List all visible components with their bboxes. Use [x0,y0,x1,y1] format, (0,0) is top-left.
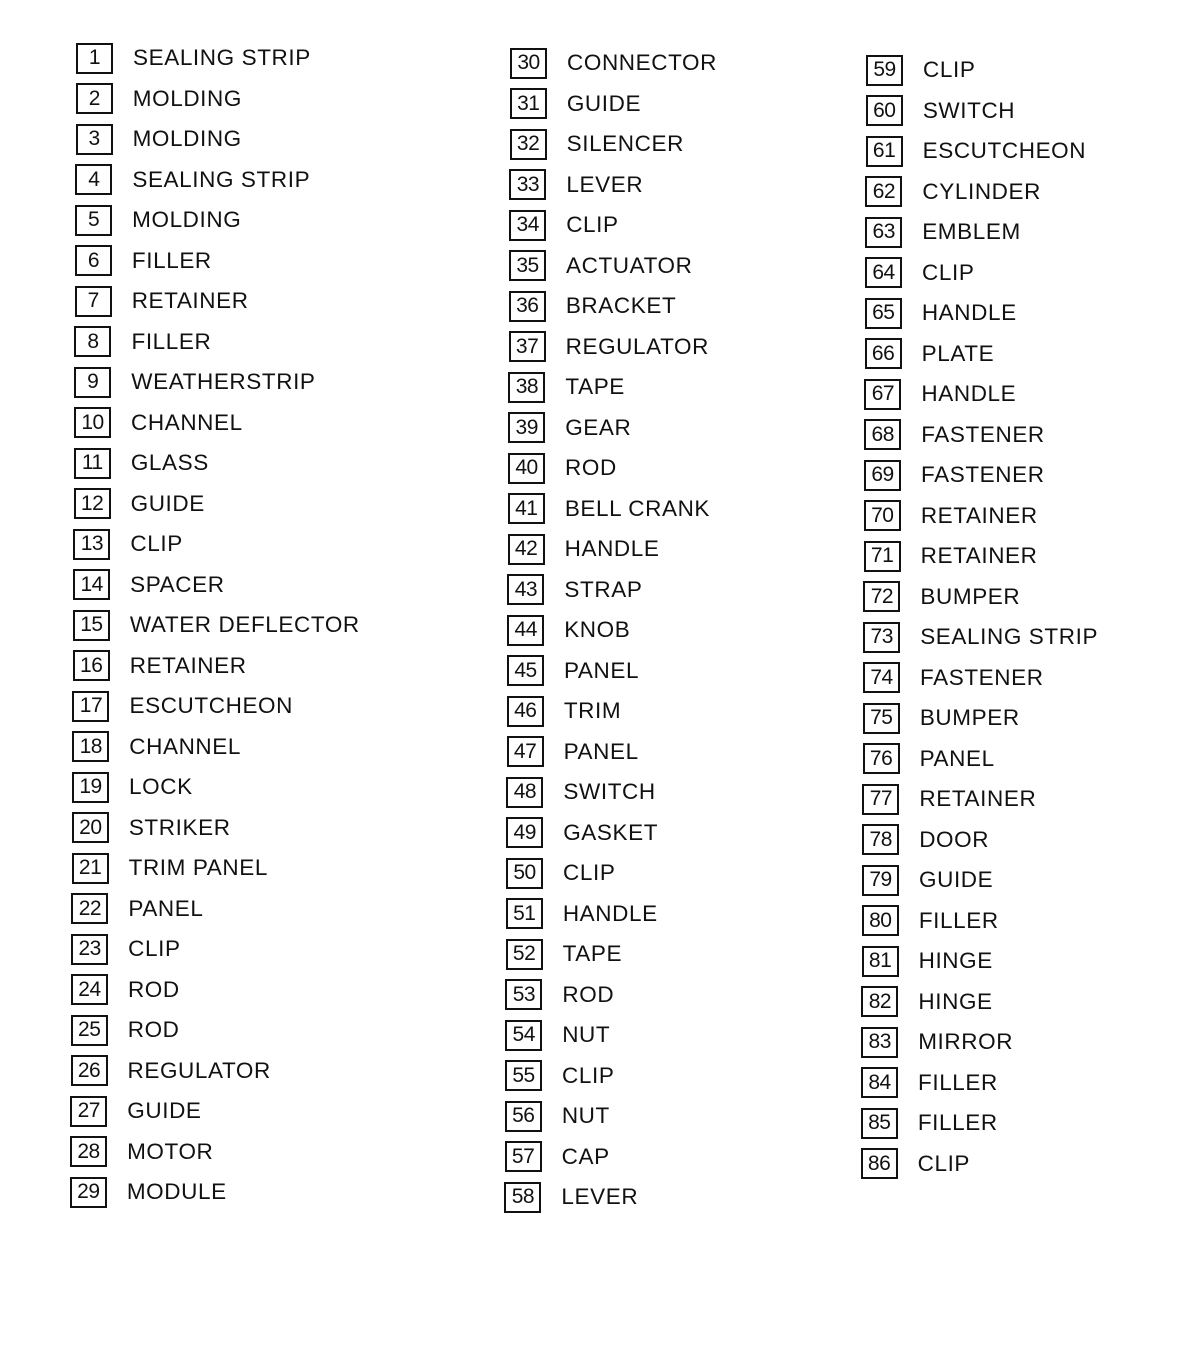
legend-row [864,374,1200,415]
part-number-box: 26 [71,1055,108,1086]
part-number-box: 71 [864,541,901,572]
legend-row [74,403,454,444]
part-number-box: 40 [508,453,545,484]
legend-row [72,686,452,727]
legend-row [510,84,890,125]
part-name: SEALING STRIP [132,166,311,192]
part-number-box: 22 [71,893,108,924]
part-name: NUT [561,1103,610,1129]
part-number-box: 1 [76,43,113,74]
legend-row [74,484,454,525]
part-name: GASKET [563,819,659,845]
part-name: CYLINDER [922,178,1041,204]
legend-row [509,327,889,368]
legend-row [75,200,455,241]
part-number-box: 32 [510,129,547,160]
part-name: HINGE [918,948,993,974]
legend-row [509,165,889,206]
legend-row [73,646,453,687]
part-name: HANDLE [564,536,660,562]
legend-row [866,131,1200,172]
part-name: MOLDING [132,207,242,233]
part-name: NUT [562,1022,611,1048]
part-number-box: 73 [863,622,900,653]
part-number-box: 72 [863,581,900,612]
part-number-box: 3 [76,124,113,155]
legend-row [74,362,454,403]
legend-row [75,241,455,282]
part-name: GUIDE [127,1098,202,1124]
part-number-box: 80 [862,905,899,936]
legend-row [510,124,890,165]
legend-row [862,860,1200,901]
legend-row [72,848,452,889]
legend-row [74,322,454,363]
legend-row [75,160,455,201]
part-name: CLIP [130,531,183,557]
part-number-box: 21 [72,853,109,884]
part-number-box: 27 [70,1096,107,1127]
part-number-box: 9 [74,367,111,398]
part-name: SEALING STRIP [133,45,311,71]
legend-row [862,901,1200,942]
legend-row [861,1144,1200,1185]
part-number-box: 54 [505,1020,542,1051]
legend-row [508,367,888,408]
part-name: ROD [562,981,615,1007]
part-number-box: 76 [863,743,900,774]
part-number-box: 18 [72,731,109,762]
part-name: STRIKER [128,814,231,840]
part-number-box: 55 [505,1060,542,1091]
legend-row [505,1096,885,1137]
part-name: FASTENER [921,462,1045,488]
legend-row [506,813,886,854]
legend-row [865,293,1200,334]
legend-row [861,982,1200,1023]
part-name: RETAINER [131,288,249,314]
part-number-box: 62 [865,176,902,207]
part-number-box: 25 [71,1015,108,1046]
part-number-box: 35 [509,250,546,281]
part-name: ROD [127,1017,180,1043]
part-number-box: 86 [861,1148,898,1179]
legend-row [507,732,887,773]
legend-column-1 [76,38,456,1213]
part-name: GUIDE [130,490,205,516]
part-name: MIRROR [918,1029,1014,1055]
part-name: CHANNEL [131,409,243,435]
legend-row [865,253,1200,294]
part-number-box: 78 [862,824,899,855]
part-name: MODULE [126,1179,227,1205]
legend-row [505,1137,885,1178]
legend-row [509,286,889,327]
legend-row [71,889,451,930]
part-name: SWITCH [922,97,1016,123]
part-number-box: 59 [866,55,903,86]
part-number-box: 28 [70,1136,107,1167]
part-number-box: 70 [864,500,901,531]
legend-row [509,246,889,287]
part-name: FASTENER [921,421,1045,447]
part-number-box: 47 [507,736,544,767]
part-number-box: 67 [864,379,901,410]
part-number-box: 69 [864,460,901,491]
part-number-box: 10 [74,407,111,438]
legend-row [864,536,1200,577]
legend-row [70,1091,450,1132]
part-number-box: 65 [865,298,902,329]
part-name: MOTOR [127,1138,214,1164]
legend-row [861,1063,1200,1104]
legend-row [863,698,1200,739]
part-name: RETAINER [919,786,1037,812]
part-name: LOCK [129,774,193,800]
part-number-box: 29 [70,1177,107,1208]
part-name: MOLDING [132,126,242,152]
part-name: PLATE [921,340,995,366]
part-number-box: 30 [510,48,547,79]
part-name: CLIP [128,936,181,962]
part-number-box: 51 [506,898,543,929]
part-number-box: 8 [74,326,111,357]
part-name: ROD [127,976,180,1002]
part-number-box: 53 [505,979,542,1010]
legend-row [76,38,456,79]
part-number-box: 14 [73,569,110,600]
legend-row [862,820,1200,861]
part-name: RETAINER [920,543,1038,569]
part-number-box: 56 [505,1101,542,1132]
part-number-box: 15 [73,610,110,641]
legend-row [72,767,452,808]
part-number-box: 4 [75,164,112,195]
part-name: STRAP [564,576,643,602]
part-name: ESCUTCHEON [922,138,1087,164]
legend-row [864,455,1200,496]
part-number-box: 84 [861,1067,898,1098]
part-name: HANDLE [562,900,658,926]
legend-row [70,1132,450,1173]
legend-row [73,565,453,606]
legend-column-3 [866,50,1200,1184]
part-name: SWITCH [563,779,656,805]
part-name: CLIP [566,212,619,238]
legend-row [508,408,888,449]
legend-row [506,934,886,975]
part-number-box: 33 [509,169,546,200]
part-name: BUMPER [920,583,1021,609]
part-name: EMBLEM [922,219,1021,245]
part-name: CLIP [922,259,975,285]
part-number-box: 83 [861,1027,898,1058]
part-number-box: 85 [861,1108,898,1139]
legend-row [71,970,451,1011]
part-number-box: 17 [72,691,109,722]
part-name: ESCUTCHEON [129,693,293,719]
part-name: CLIP [917,1150,971,1176]
legend-row [508,448,888,489]
part-number-box: 64 [865,257,902,288]
part-number-box: 34 [509,210,546,241]
part-number-box: 44 [507,615,544,646]
part-number-box: 46 [507,696,544,727]
legend-row [71,1010,451,1051]
part-name: WATER DEFLECTOR [129,612,360,638]
legend-row [75,281,455,322]
part-number-box: 49 [506,817,543,848]
part-name: REGULATOR [565,333,709,359]
legend-row [865,172,1200,213]
legend-column-2 [510,43,890,1218]
part-name: SILENCER [566,131,684,157]
part-name: TAPE [562,941,623,967]
legend-row [508,529,888,570]
legend-row [71,929,451,970]
part-number-box: 7 [75,286,112,317]
part-name: PANEL [563,738,639,764]
part-name: TRIM [563,698,622,724]
legend-row [504,1177,884,1218]
part-name: LEVER [566,171,644,197]
part-name: FASTENER [920,664,1044,690]
part-number-box: 61 [866,136,903,167]
part-name: CONNECTOR [567,50,717,76]
part-name: DOOR [919,826,990,852]
part-number-box: 38 [508,372,545,403]
legend-row [863,577,1200,618]
legend-row [72,808,452,849]
part-number-box: 57 [505,1141,542,1172]
part-name: CAP [561,1143,610,1169]
part-number-box: 45 [507,655,544,686]
legend-row [861,1022,1200,1063]
part-number-box: 43 [507,574,544,605]
part-number-box: 19 [72,772,109,803]
legend-row [76,119,456,160]
legend-row [507,570,887,611]
part-name: FILLER [917,1110,998,1136]
legend-row [506,772,886,813]
legend-row [864,415,1200,456]
part-number-box: 58 [504,1182,541,1213]
part-number-box: 50 [506,858,543,889]
legend-row [863,739,1200,780]
part-name: GUIDE [919,867,994,893]
legend-row [506,894,886,935]
part-name: BELL CRANK [564,495,711,521]
legend-row [507,651,887,692]
legend-row [505,1056,885,1097]
legend-row [865,212,1200,253]
legend-row [861,1103,1200,1144]
part-name: SEALING STRIP [920,624,1099,650]
part-number-box: 68 [864,419,901,450]
part-number-box: 41 [508,493,545,524]
legend-row [864,496,1200,537]
part-number-box: 42 [508,534,545,565]
legend-row [508,489,888,530]
part-number-box: 81 [862,946,899,977]
legend-row [863,658,1200,699]
part-number-box: 16 [73,650,110,681]
part-name: GUIDE [566,90,642,116]
part-name: CLIP [923,57,976,83]
part-number-box: 20 [72,812,109,843]
part-number-box: 5 [75,205,112,236]
part-name: FILLER [918,907,999,933]
legend-row [76,79,456,120]
legend-row [505,975,885,1016]
legend-row [506,853,886,894]
part-name: HINGE [918,988,993,1014]
part-name: PANEL [128,895,204,921]
part-number-box: 31 [510,88,547,119]
part-name: BUMPER [919,705,1020,731]
part-name: SPACER [130,571,225,597]
part-name: TAPE [565,374,625,400]
legend-row [73,605,453,646]
part-number-box: 48 [506,777,543,808]
part-number-box: 82 [861,986,898,1017]
legend-row [71,1051,451,1092]
part-number-box: 79 [862,865,899,896]
part-number-box: 24 [71,974,108,1005]
legend-row [70,1172,450,1213]
part-number-box: 36 [509,291,546,322]
part-number-box: 74 [863,662,900,693]
legend-row [866,50,1200,91]
part-name: FILLER [131,247,212,273]
part-name: CHANNEL [129,733,241,759]
part-name: BRACKET [565,293,677,319]
legend-row [863,617,1200,658]
legend-row [507,610,887,651]
part-name: MOLDING [132,85,242,111]
part-name: GEAR [565,414,632,440]
legend-row [72,727,452,768]
part-number-box: 63 [865,217,902,248]
part-name: KNOB [564,617,631,643]
legend-row [866,91,1200,132]
part-name: FILLER [918,1069,998,1095]
part-name: CLIP [563,860,616,886]
part-number-box: 23 [71,934,108,965]
part-name: RETAINER [129,652,247,678]
part-name: REGULATOR [127,1057,271,1083]
legend-row [505,1015,885,1056]
part-name: CLIP [562,1062,615,1088]
legend-row [510,43,890,84]
legend-row [862,941,1200,982]
part-name: TRIM PANEL [128,855,268,881]
part-number-box: 60 [866,95,903,126]
part-name: LEVER [561,1184,639,1210]
part-name: PANEL [919,745,995,771]
part-number-box: 6 [75,245,112,276]
part-number-box: 39 [508,412,545,443]
legend-row [865,334,1200,375]
legend-row [862,779,1200,820]
part-name: RETAINER [920,502,1038,528]
part-name: PANEL [564,657,640,683]
part-number-box: 2 [76,83,113,114]
part-name: GLASS [130,450,209,476]
part-number-box: 13 [73,529,110,560]
part-number-box: 12 [74,488,111,519]
part-name: ACTUATOR [566,252,693,278]
part-name: HANDLE [921,300,1017,326]
legend-row [509,205,889,246]
part-name: WEATHERSTRIP [131,369,316,395]
part-number-box: 11 [74,448,111,479]
part-number-box: 66 [865,338,902,369]
part-name: FILLER [131,328,212,354]
part-name: ROD [565,455,617,481]
part-name: HANDLE [921,381,1017,407]
legend-row [74,443,454,484]
legend-row [507,691,887,732]
part-number-box: 75 [863,703,900,734]
legend-row [73,524,453,565]
part-number-box: 37 [509,331,546,362]
part-number-box: 52 [506,939,543,970]
part-number-box: 77 [862,784,899,815]
